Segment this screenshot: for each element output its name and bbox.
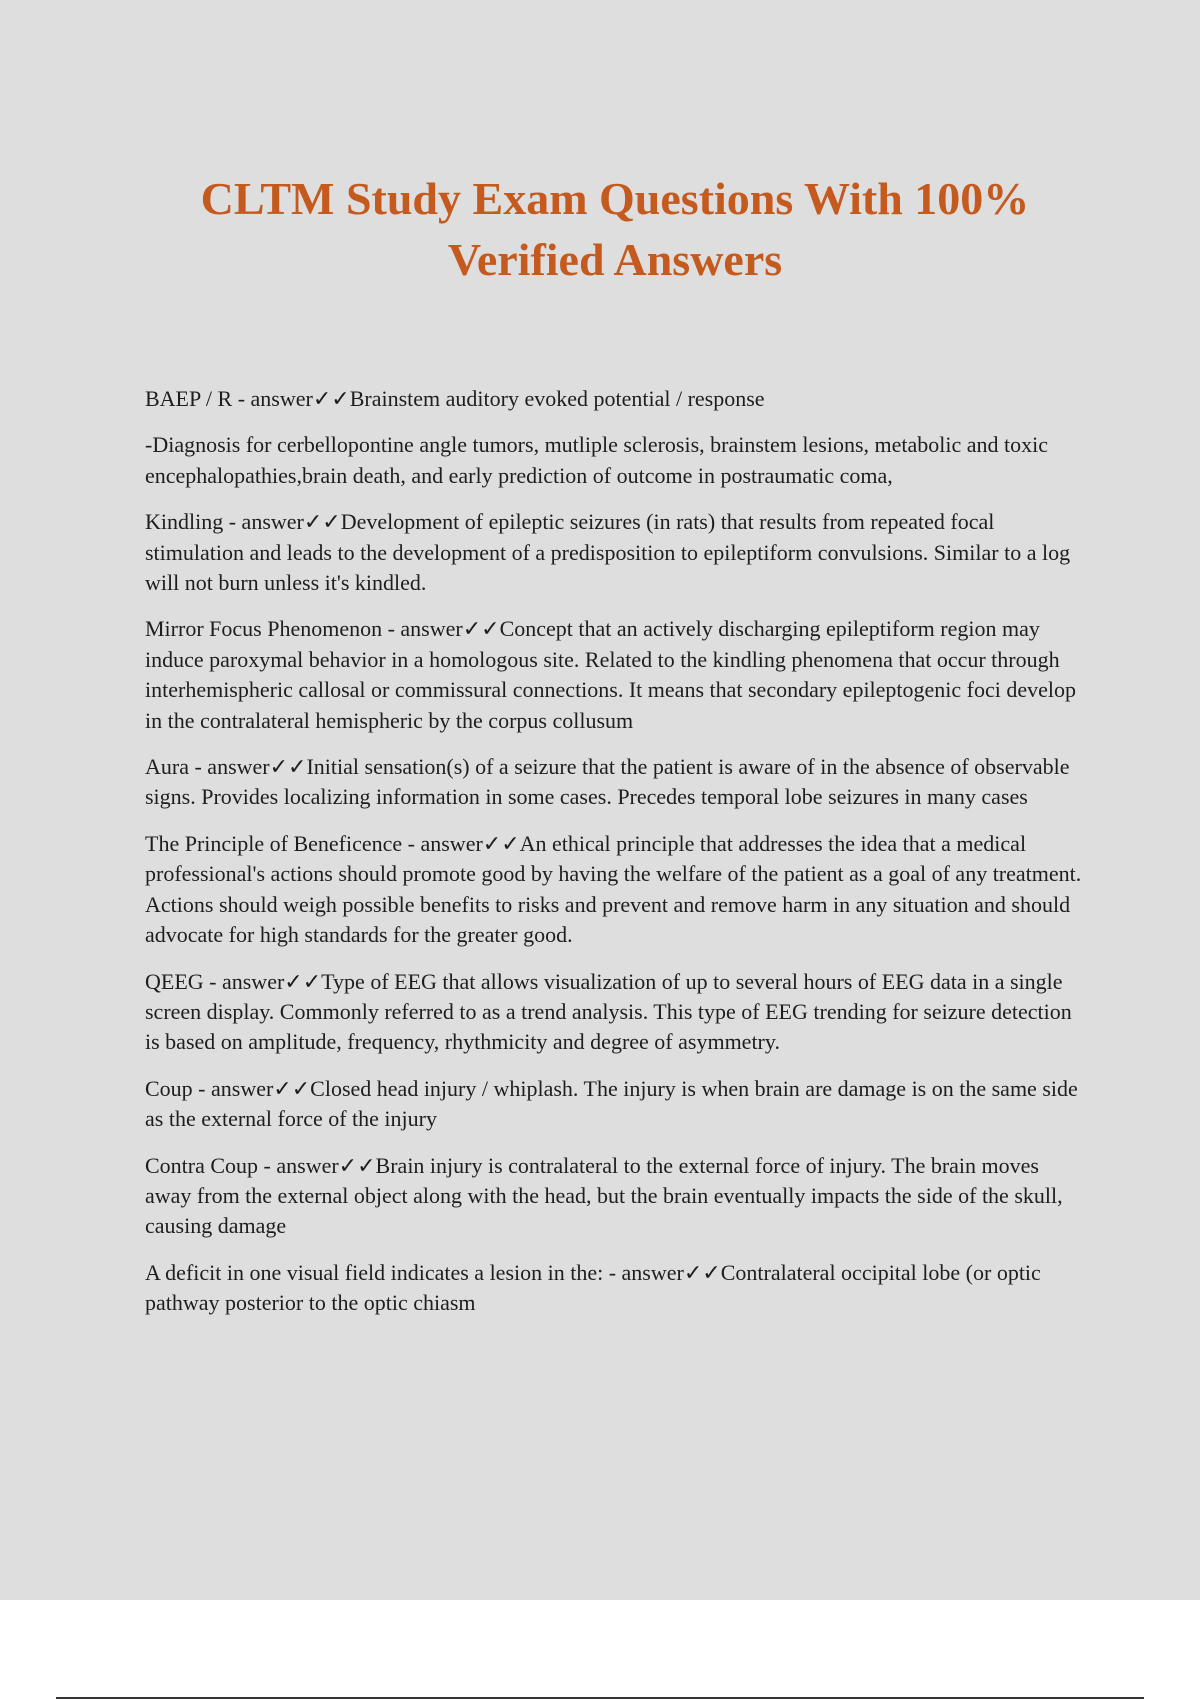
qa-entry-visual-field-deficit: A deficit in one visual field indicates a lesion in the: - answer✓✓Contralateral occipital lobe (or optic pathway posterior to the optic chiasm bbox=[145, 1259, 1041, 1316]
qa-entry-aura: Aura - answer✓✓Initial sensation(s) of a seizure that the patient is aware of in the absence of observable signs. Provides localizing information in some cases. Precedes temporal lobe seizures in many cases bbox=[145, 754, 1070, 810]
qa-entry-coup: Coup - answer✓✓Closed head injury / whiplash. The injury is when brain are damage is on the same side as the external force of the injury bbox=[145, 1075, 1078, 1132]
qa-entry-qeeg: QEEG - answer✓✓Type of EEG that allows visualization of up to several hours of EEG data in a single screen display. Commonly referred to as a trend analysis. This type of EEG trending for seizure detection is based on amplitude, frequency, rhythmicity and degree of asymmetry. bbox=[145, 968, 1072, 1055]
qa-entry-baep: BAEP / R - answer✓✓Brainstem auditory evoked potential / response bbox=[145, 386, 765, 411]
document-body bbox=[145, 384, 1090, 1335]
qa-entry-beneficence: The Principle of Beneficence - answer✓✓An ethical principle that addresses the idea that a medical professional's actions should promote good by having the welfare of the patient as a goal of any treatment. Actions should weigh possible benefits to risks and prevent and remove harm in any situation and should advocate for high standards for the greater good. bbox=[145, 830, 1082, 948]
qa-entry-contra-coup: Contra Coup - answer✓✓Brain injury is contralateral to the external force of injury. The brain moves away from the external object along with the head, but the brain eventually impacts the side of the skull, causing damage bbox=[145, 1152, 1063, 1239]
qa-entry-mirror-focus: Mirror Focus Phenomenon - answer✓✓Concept that an actively discharging epileptiform region may induce paroxymal behavior in a homologous site. Related to the kindling phenomena that occur through interhemispheric callosal or commissural connections. It means that secondary epileptogenic foci develop in the contralateral hemispheric by the corpus collusum bbox=[145, 616, 1077, 733]
document-title: CLTM Study Exam Questions With 100% Verified Answers bbox=[200, 173, 1030, 285]
bottom-divider bbox=[56, 1697, 1144, 1699]
qa-entry-kindling: Kindling - answer✓✓Development of epileptic seizures (in rats) that results from repeated focal stimulation and leads to the development of a predisposition to epileptiform convulsions. Similar to a log will not burn unless it's kindled. bbox=[145, 509, 1071, 596]
qa-entry-baep-diagnosis: -Diagnosis for cerbellopontine angle tumors, mutliple sclerosis, brainstem lesions, metabolic and toxic encephalopathies,brain death, and early prediction of outcome in postraumatic coma, bbox=[145, 432, 1049, 488]
page-bottom-margin bbox=[0, 1600, 1200, 1700]
